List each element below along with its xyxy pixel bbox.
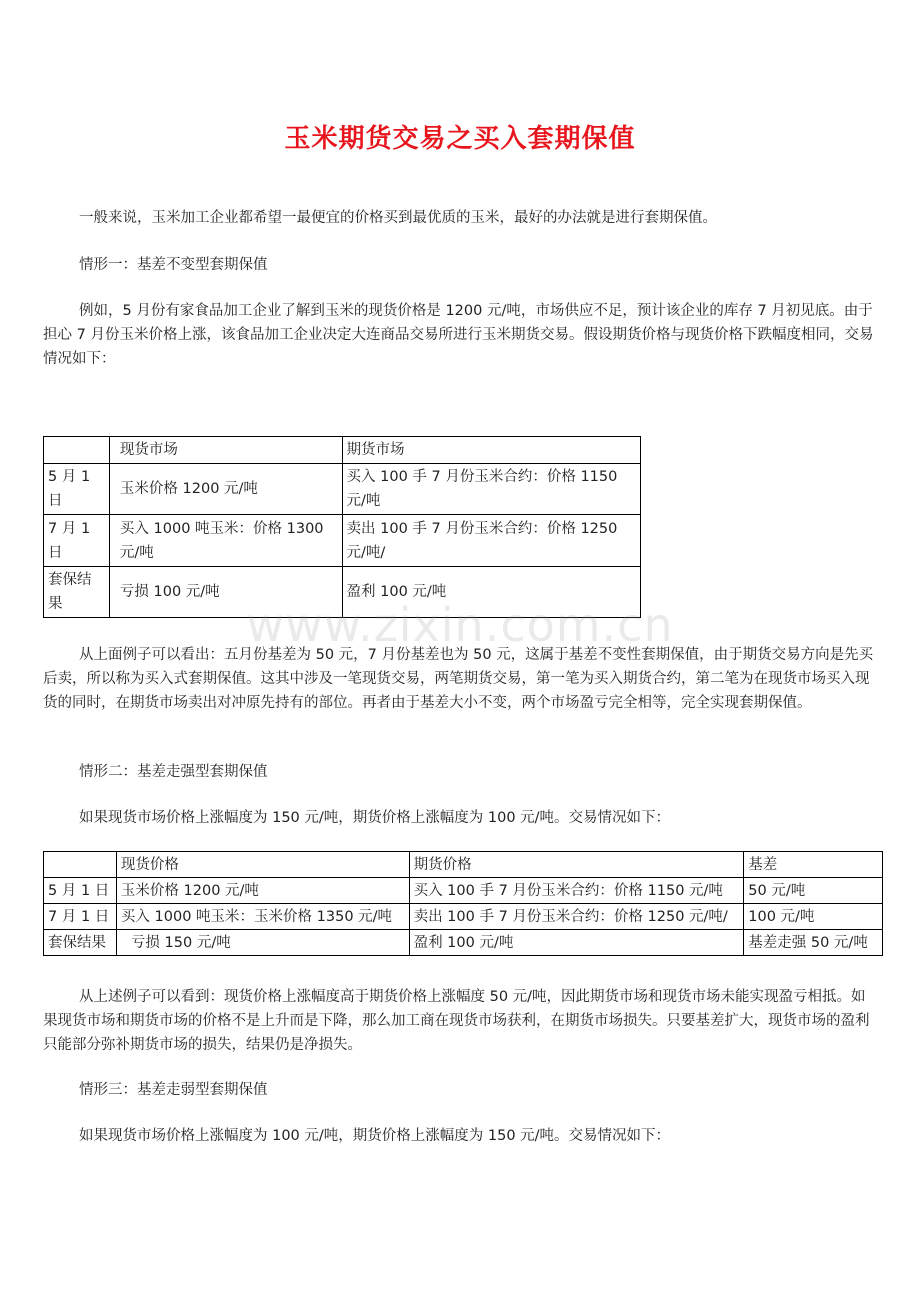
case1-heading: 情形一：基差不变型套期保值 xyxy=(79,257,268,273)
table-cell: 买入 1000 吨玉米：玉米价格 1350 元/吨 xyxy=(116,904,409,930)
table-header-cell: 期货市场 xyxy=(342,437,640,464)
table-cell: 套保结果 xyxy=(44,567,110,618)
table-header-row xyxy=(44,437,641,464)
table-header-cell: 期货价格 xyxy=(409,852,744,878)
table-header-row xyxy=(44,852,883,878)
table-cell: 100 元/吨 xyxy=(744,904,883,930)
table-cell: 5 月 1 日 xyxy=(44,878,117,904)
table-cell: 盈利 100 元/吨 xyxy=(342,567,640,618)
table-row xyxy=(44,515,641,567)
table-header-cell xyxy=(44,852,117,878)
case2-heading: 情形二：基差走强型套期保值 xyxy=(79,764,268,780)
case2-table xyxy=(43,851,883,956)
table-row xyxy=(44,904,883,930)
case2-analysis-paragraph: 从上述例子可以看到：现货价格上涨幅度高于期货价格上涨幅度 50 元/吨，因此期货市场和现货市场未能实现盈亏相抵。如果现货市场和期货市场的价格不是上升而是下降，那么加工商在现货市场获利，在期货市场损失。只要基差扩大，现货市场的盈利只能部分弥补期货市场的损失，结果仍是净损失。 xyxy=(43,989,870,1053)
table-header-cell: 现货市场 xyxy=(109,437,342,464)
table-row xyxy=(44,878,883,904)
table-row xyxy=(44,930,883,956)
table-cell: 50 元/吨 xyxy=(744,878,883,904)
case1-table xyxy=(43,436,641,618)
table-cell: 7 月 1 日 xyxy=(44,904,117,930)
table-cell: 买入 100 手 7 月份玉米合约：价格 1150 元/吨 xyxy=(409,878,744,904)
table-cell: 亏损 150 元/吨 xyxy=(116,930,409,956)
table-cell: 5 月 1 日 xyxy=(44,464,110,515)
case3-intro-paragraph: 如果现货市场价格上涨幅度为 100 元/吨，期货价格上涨幅度为 150 元/吨。交易情况如下： xyxy=(79,1128,671,1144)
table-row xyxy=(44,464,641,515)
table-cell: 卖出 100 手 7 月份玉米合约：价格 1250 元/吨/ xyxy=(342,515,640,567)
table-cell: 基差走强 50 元/吨 xyxy=(744,930,883,956)
table-header-cell: 现货价格 xyxy=(116,852,409,878)
intro-paragraph: 一般来说，玉米加工企业都希望一最便宜的价格买到最优质的玉米，最好的办法就是进行套期保值。 xyxy=(79,210,717,226)
case3-heading: 情形三：基差走弱型套期保值 xyxy=(79,1082,268,1098)
table-cell: 玉米价格 1200 元/吨 xyxy=(109,464,342,515)
table-cell: 亏损 100 元/吨 xyxy=(109,567,342,618)
table-cell: 盈利 100 元/吨 xyxy=(409,930,744,956)
table-cell: 7 月 1 日 xyxy=(44,515,110,567)
table-cell: 买入 1000 吨玉米：价格 1300 元/吨 xyxy=(109,515,342,567)
watermark: www.zixin.com.cn xyxy=(246,598,674,652)
table-cell: 玉米价格 1200 元/吨 xyxy=(116,878,409,904)
case1-example-paragraph: 例如，5 月份有家食品加工企业了解到玉米的现货价格是 1200 元/吨，市场供应不足，预计该企业的库存 7 月初见底。由于担心 7 月份玉米价格上涨，该食品加工企业决定大连商品交易所进行玉米期货交易。假设期货价格与现货价格下跌幅度相同，交易情况如下： xyxy=(43,303,874,367)
table-header-cell xyxy=(44,437,110,464)
table-cell: 套保结果 xyxy=(44,930,117,956)
table-cell: 卖出 100 手 7 月份玉米合约：价格 1250 元/吨/ xyxy=(409,904,744,930)
table-row xyxy=(44,567,641,618)
case1-analysis-paragraph: 从上面例子可以看出：五月份基差为 50 元，7 月份基差也为 50 元，这属于基差不变性套期保值，由于期货交易方向是先买后卖，所以称为买入式套期保值。这其中涉及一笔现货交易，两笔期货交易，第一笔为买入期货合约，第二笔为在现货市场买入现货的同时，在期货市场卖出对冲原先持有的部位。再者由于基差大小不变，两个市场盈亏完全相等，完全实现套期保值。 xyxy=(43,647,874,711)
table-cell: 买入 100 手 7 月份玉米合约：价格 1150 元/吨 xyxy=(342,464,640,515)
case2-intro-paragraph: 如果现货市场价格上涨幅度为 150 元/吨，期货价格上涨幅度为 100 元/吨。交易情况如下： xyxy=(79,810,671,826)
page-title: 玉米期货交易之买入套期保值 xyxy=(284,124,636,154)
table-header-cell: 基差 xyxy=(744,852,883,878)
